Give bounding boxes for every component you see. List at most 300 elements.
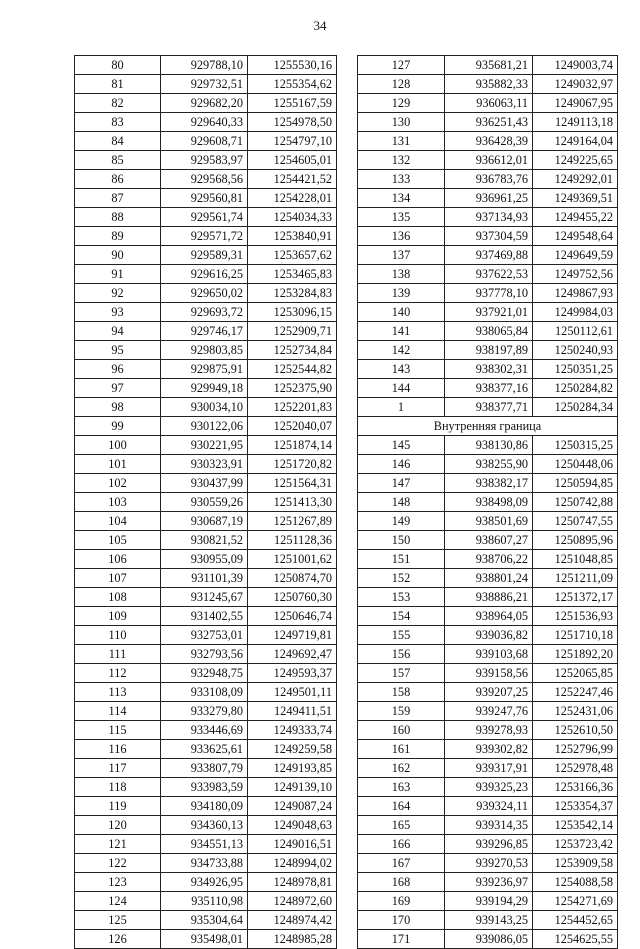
coordinate-y-cell: 1254625,55 — [533, 930, 618, 949]
coordinate-x-cell: 929949,18 — [161, 379, 248, 398]
coordinate-y-cell: 1252734,84 — [248, 341, 337, 360]
coordinate-y-cell: 1249139,10 — [248, 778, 337, 797]
coordinate-y-cell: 1251536,93 — [533, 607, 618, 626]
point-number-cell: 131 — [358, 132, 445, 151]
coordinate-y-cell: 1254452,65 — [533, 911, 618, 930]
table-row — [75, 341, 337, 360]
coordinate-y-cell: 1251874,14 — [248, 436, 337, 455]
point-number-cell: 137 — [358, 246, 445, 265]
table-row — [75, 740, 337, 759]
table-row — [75, 588, 337, 607]
coordinate-y-cell: 1250594,85 — [533, 474, 618, 493]
point-number-cell: 132 — [358, 151, 445, 170]
coordinate-y-cell: 1250760,30 — [248, 588, 337, 607]
coordinate-x-cell: 939314,35 — [445, 816, 533, 835]
table-row — [358, 360, 618, 379]
point-number-cell: 142 — [358, 341, 445, 360]
coordinate-x-cell: 934926,95 — [161, 873, 248, 892]
coordinate-x-cell: 938382,17 — [445, 474, 533, 493]
table-row — [75, 759, 337, 778]
coordinate-x-cell: 930323,91 — [161, 455, 248, 474]
coordinate-y-cell: 1248974,42 — [248, 911, 337, 930]
table-row — [358, 816, 618, 835]
coordinate-y-cell: 1254421,52 — [248, 170, 337, 189]
coordinate-y-cell: 1251128,36 — [248, 531, 337, 550]
point-number-cell: 108 — [75, 588, 161, 607]
point-number-cell: 159 — [358, 702, 445, 721]
point-number-cell: 170 — [358, 911, 445, 930]
table-row — [358, 284, 618, 303]
coordinate-x-cell: 929560,81 — [161, 189, 248, 208]
table-row — [75, 721, 337, 740]
table-row — [75, 417, 337, 436]
coordinate-y-cell: 1253840,91 — [248, 227, 337, 246]
coordinate-x-cell: 929732,51 — [161, 75, 248, 94]
coordinate-y-cell: 1250895,96 — [533, 531, 618, 550]
table-row — [75, 455, 337, 474]
point-number-cell: 148 — [358, 493, 445, 512]
coordinate-x-cell: 935882,33 — [445, 75, 533, 94]
coordinate-y-cell: 1254228,01 — [248, 189, 337, 208]
coordinate-y-cell: 1252040,07 — [248, 417, 337, 436]
point-number-cell: 102 — [75, 474, 161, 493]
table-row — [358, 626, 618, 645]
coordinate-y-cell: 1251564,31 — [248, 474, 337, 493]
point-number-cell: 141 — [358, 322, 445, 341]
coordinate-x-cell: 936961,25 — [445, 189, 533, 208]
coordinate-y-cell: 1254605,01 — [248, 151, 337, 170]
table-row — [75, 360, 337, 379]
coordinate-x-cell: 934733,88 — [161, 854, 248, 873]
coordinate-y-cell: 1253096,15 — [248, 303, 337, 322]
table-row — [358, 151, 618, 170]
table-row — [75, 265, 337, 284]
coordinate-y-cell: 1255354,62 — [248, 75, 337, 94]
table-row — [358, 208, 618, 227]
coordinate-y-cell: 1250448,06 — [533, 455, 618, 474]
coordinate-x-cell: 929788,10 — [161, 56, 248, 75]
coordinate-y-cell: 1250747,55 — [533, 512, 618, 531]
point-number-cell: 114 — [75, 702, 161, 721]
table-row — [75, 550, 337, 569]
coordinate-y-cell: 1252796,99 — [533, 740, 618, 759]
point-number-cell: 94 — [75, 322, 161, 341]
coordinate-x-cell: 933279,80 — [161, 702, 248, 721]
table-row — [358, 797, 618, 816]
coordinate-x-cell: 935304,64 — [161, 911, 248, 930]
coordinate-y-cell: 1250112,61 — [533, 322, 618, 341]
coordinate-x-cell: 932948,75 — [161, 664, 248, 683]
point-number-cell: 101 — [75, 455, 161, 474]
point-number-cell: 130 — [358, 113, 445, 132]
coordinate-y-cell: 1251048,85 — [533, 550, 618, 569]
point-number-cell: 117 — [75, 759, 161, 778]
coordinate-y-cell: 1253723,42 — [533, 835, 618, 854]
coordinate-y-cell: 1250742,88 — [533, 493, 618, 512]
coordinate-y-cell: 1251001,62 — [248, 550, 337, 569]
table-row — [358, 588, 618, 607]
point-number-cell: 110 — [75, 626, 161, 645]
point-number-cell: 144 — [358, 379, 445, 398]
coordinate-x-cell: 938964,05 — [445, 607, 533, 626]
coordinate-x-cell: 929568,56 — [161, 170, 248, 189]
coordinate-x-cell: 930437,99 — [161, 474, 248, 493]
coordinate-x-cell: 938065,84 — [445, 322, 533, 341]
point-number-cell: 98 — [75, 398, 161, 417]
point-number-cell: 169 — [358, 892, 445, 911]
table-row — [358, 398, 618, 417]
coordinate-y-cell: 1252201,83 — [248, 398, 337, 417]
table-row — [75, 626, 337, 645]
coordinate-x-cell: 939317,91 — [445, 759, 533, 778]
coordinate-x-cell: 939158,56 — [445, 664, 533, 683]
point-number-cell: 160 — [358, 721, 445, 740]
point-number-cell: 91 — [75, 265, 161, 284]
coordinate-y-cell: 1249225,65 — [533, 151, 618, 170]
coordinate-x-cell: 931245,67 — [161, 588, 248, 607]
table-row — [75, 132, 337, 151]
coordinate-x-cell: 933446,69 — [161, 721, 248, 740]
coordinate-x-cell: 929650,02 — [161, 284, 248, 303]
point-number-cell: 80 — [75, 56, 161, 75]
point-number-cell: 150 — [358, 531, 445, 550]
coordinate-x-cell: 938607,27 — [445, 531, 533, 550]
point-number-cell: 124 — [75, 892, 161, 911]
table-row — [358, 512, 618, 531]
point-number-cell: 111 — [75, 645, 161, 664]
coordinate-y-cell: 1249193,85 — [248, 759, 337, 778]
point-number-cell: 118 — [75, 778, 161, 797]
table-row — [75, 284, 337, 303]
point-number-cell: 81 — [75, 75, 161, 94]
point-number-cell: 83 — [75, 113, 161, 132]
coordinate-x-cell: 929616,25 — [161, 265, 248, 284]
coordinate-y-cell: 1250284,34 — [533, 398, 618, 417]
coordinate-y-cell: 1252544,82 — [248, 360, 337, 379]
point-number-cell: 168 — [358, 873, 445, 892]
coordinate-y-cell: 1249649,59 — [533, 246, 618, 265]
point-number-cell: 103 — [75, 493, 161, 512]
coordinate-x-cell: 939325,23 — [445, 778, 533, 797]
table-row — [358, 322, 618, 341]
coordinate-y-cell: 1252978,48 — [533, 759, 618, 778]
point-number-cell: 153 — [358, 588, 445, 607]
point-number-cell: 154 — [358, 607, 445, 626]
coordinate-y-cell: 1249455,22 — [533, 208, 618, 227]
table-row — [358, 645, 618, 664]
coordinate-x-cell: 931402,55 — [161, 607, 248, 626]
coordinate-x-cell: 939324,11 — [445, 797, 533, 816]
coordinate-x-cell: 929746,17 — [161, 322, 248, 341]
table-row — [358, 531, 618, 550]
coordinate-y-cell: 1251372,17 — [533, 588, 618, 607]
coordinate-x-cell: 939247,76 — [445, 702, 533, 721]
table-row — [75, 778, 337, 797]
table-row — [75, 436, 337, 455]
coordinate-y-cell: 1248978,81 — [248, 873, 337, 892]
coordinate-x-cell: 929803,85 — [161, 341, 248, 360]
point-number-cell: 156 — [358, 645, 445, 664]
coordinate-y-cell: 1249087,24 — [248, 797, 337, 816]
coordinate-x-cell: 938801,24 — [445, 569, 533, 588]
point-number-cell: 133 — [358, 170, 445, 189]
coordinate-y-cell: 1249113,18 — [533, 113, 618, 132]
table-row — [75, 930, 337, 949]
coordinate-y-cell: 1254978,50 — [248, 113, 337, 132]
coordinate-x-cell: 929682,20 — [161, 94, 248, 113]
table-row — [358, 873, 618, 892]
coordinate-x-cell: 934360,13 — [161, 816, 248, 835]
coordinate-y-cell: 1253657,62 — [248, 246, 337, 265]
point-number-cell: 123 — [75, 873, 161, 892]
coordinate-y-cell: 1249719,81 — [248, 626, 337, 645]
table-row — [358, 493, 618, 512]
coordinate-y-cell: 1255167,59 — [248, 94, 337, 113]
coordinate-x-cell: 932793,56 — [161, 645, 248, 664]
coordinate-x-cell: 933108,09 — [161, 683, 248, 702]
table-row — [358, 569, 618, 588]
coordinate-x-cell: 938886,21 — [445, 588, 533, 607]
coordinate-y-cell: 1249016,51 — [248, 835, 337, 854]
section-label: Внутренняя граница — [358, 417, 618, 436]
page-number: 34 — [313, 18, 327, 33]
point-number-cell: 89 — [75, 227, 161, 246]
coordinate-x-cell: 935110,98 — [161, 892, 248, 911]
coordinate-y-cell: 1249548,64 — [533, 227, 618, 246]
coordinate-x-cell: 938302,31 — [445, 360, 533, 379]
coordinate-x-cell: 939207,25 — [445, 683, 533, 702]
table-row — [358, 740, 618, 759]
point-number-cell: 143 — [358, 360, 445, 379]
coordinates-table-left — [74, 55, 337, 949]
coordinate-y-cell: 1250351,25 — [533, 360, 618, 379]
table-row — [358, 702, 618, 721]
coordinate-y-cell: 1254034,33 — [248, 208, 337, 227]
point-number-cell: 157 — [358, 664, 445, 683]
table-row — [358, 778, 618, 797]
coordinate-y-cell: 1248972,60 — [248, 892, 337, 911]
coordinate-y-cell: 1249752,56 — [533, 265, 618, 284]
coordinate-y-cell: 1249067,95 — [533, 94, 618, 113]
table-row — [75, 75, 337, 94]
coordinate-x-cell: 932753,01 — [161, 626, 248, 645]
point-number-cell: 99 — [75, 417, 161, 436]
point-number-cell: 100 — [75, 436, 161, 455]
coordinate-x-cell: 939296,85 — [445, 835, 533, 854]
table-row — [358, 930, 618, 949]
table-row — [75, 170, 337, 189]
table-row — [75, 398, 337, 417]
coordinate-x-cell: 929608,71 — [161, 132, 248, 151]
coordinate-x-cell: 937778,10 — [445, 284, 533, 303]
point-number-cell: 119 — [75, 797, 161, 816]
point-number-cell: 84 — [75, 132, 161, 151]
table-row — [75, 189, 337, 208]
table-row — [75, 664, 337, 683]
table-row — [358, 189, 618, 208]
coordinate-y-cell: 1253166,36 — [533, 778, 618, 797]
coordinate-x-cell: 935498,01 — [161, 930, 248, 949]
coordinate-x-cell: 939236,97 — [445, 873, 533, 892]
coordinate-x-cell: 930687,19 — [161, 512, 248, 531]
table-row — [75, 113, 337, 132]
coordinate-x-cell: 937921,01 — [445, 303, 533, 322]
point-number-cell: 88 — [75, 208, 161, 227]
point-number-cell: 139 — [358, 284, 445, 303]
table-row — [358, 75, 618, 94]
coordinate-x-cell: 936063,11 — [445, 94, 533, 113]
table-row — [75, 208, 337, 227]
point-number-cell: 161 — [358, 740, 445, 759]
point-number-cell: 126 — [75, 930, 161, 949]
point-number-cell: 152 — [358, 569, 445, 588]
coordinate-x-cell: 938377,71 — [445, 398, 533, 417]
table-row — [358, 113, 618, 132]
coordinate-x-cell: 930955,09 — [161, 550, 248, 569]
table-row — [75, 645, 337, 664]
coordinate-y-cell: 1250240,93 — [533, 341, 618, 360]
coordinate-y-cell: 1249292,01 — [533, 170, 618, 189]
point-number-cell: 165 — [358, 816, 445, 835]
table-row — [358, 56, 618, 75]
coordinate-x-cell: 939086,05 — [445, 930, 533, 949]
point-number-cell: 90 — [75, 246, 161, 265]
coordinate-y-cell: 1252065,85 — [533, 664, 618, 683]
point-number-cell: 113 — [75, 683, 161, 702]
coordinate-x-cell: 933983,59 — [161, 778, 248, 797]
coordinate-x-cell: 939278,93 — [445, 721, 533, 740]
coordinate-y-cell: 1253909,58 — [533, 854, 618, 873]
coordinate-x-cell: 936428,39 — [445, 132, 533, 151]
coordinate-x-cell: 938197,89 — [445, 341, 533, 360]
point-number-cell: 155 — [358, 626, 445, 645]
coordinate-y-cell: 1251413,30 — [248, 493, 337, 512]
table-row — [75, 607, 337, 626]
table-row — [358, 94, 618, 113]
table-row — [75, 531, 337, 550]
point-number-cell: 147 — [358, 474, 445, 493]
coordinate-x-cell: 939302,82 — [445, 740, 533, 759]
table-row — [75, 303, 337, 322]
coordinate-x-cell: 938498,09 — [445, 493, 533, 512]
point-number-cell: 135 — [358, 208, 445, 227]
coordinate-x-cell: 929640,33 — [161, 113, 248, 132]
coordinate-y-cell: 1251720,82 — [248, 455, 337, 474]
point-number-cell: 166 — [358, 835, 445, 854]
point-number-cell: 162 — [358, 759, 445, 778]
table-row — [358, 550, 618, 569]
coordinate-y-cell: 1249692,47 — [248, 645, 337, 664]
point-number-cell: 164 — [358, 797, 445, 816]
point-number-cell: 92 — [75, 284, 161, 303]
table-row — [358, 246, 618, 265]
coordinate-y-cell: 1250284,82 — [533, 379, 618, 398]
point-number-cell: 107 — [75, 569, 161, 588]
point-number-cell: 138 — [358, 265, 445, 284]
point-number-cell: 146 — [358, 455, 445, 474]
coordinate-x-cell: 936612,01 — [445, 151, 533, 170]
table-row — [358, 759, 618, 778]
coordinate-x-cell: 936251,43 — [445, 113, 533, 132]
coordinate-x-cell: 929875,91 — [161, 360, 248, 379]
point-number-cell: 125 — [75, 911, 161, 930]
coordinate-y-cell: 1251710,18 — [533, 626, 618, 645]
table-row — [358, 892, 618, 911]
point-number-cell: 151 — [358, 550, 445, 569]
point-number-cell: 127 — [358, 56, 445, 75]
point-number-cell: 121 — [75, 835, 161, 854]
point-number-cell: 122 — [75, 854, 161, 873]
table-row — [75, 797, 337, 816]
point-number-cell: 115 — [75, 721, 161, 740]
coordinate-y-cell: 1252431,06 — [533, 702, 618, 721]
coordinate-y-cell: 1248994,02 — [248, 854, 337, 873]
coordinate-x-cell: 929693,72 — [161, 303, 248, 322]
coordinate-y-cell: 1252375,90 — [248, 379, 337, 398]
point-number-cell: 158 — [358, 683, 445, 702]
coordinate-x-cell: 933625,61 — [161, 740, 248, 759]
point-number-cell: 95 — [75, 341, 161, 360]
table-row — [358, 664, 618, 683]
table-row — [75, 873, 337, 892]
table-row — [75, 227, 337, 246]
table-row — [75, 56, 337, 75]
coordinate-x-cell: 939036,82 — [445, 626, 533, 645]
table-row — [75, 816, 337, 835]
table-row — [358, 436, 618, 455]
point-number-cell: 96 — [75, 360, 161, 379]
coordinate-y-cell: 1251211,09 — [533, 569, 618, 588]
coordinate-x-cell: 930559,26 — [161, 493, 248, 512]
coordinate-y-cell: 1249984,03 — [533, 303, 618, 322]
table-row — [75, 835, 337, 854]
table-row — [75, 911, 337, 930]
point-number-cell: 85 — [75, 151, 161, 170]
table-row — [75, 702, 337, 721]
coordinate-x-cell: 930122,06 — [161, 417, 248, 436]
coordinate-y-cell: 1249003,74 — [533, 56, 618, 75]
point-number-cell: 128 — [358, 75, 445, 94]
table-row — [358, 341, 618, 360]
point-number-cell: 134 — [358, 189, 445, 208]
point-number-cell: 136 — [358, 227, 445, 246]
table-row — [75, 151, 337, 170]
coordinate-y-cell: 1251267,89 — [248, 512, 337, 531]
coordinate-x-cell: 934180,09 — [161, 797, 248, 816]
coordinate-y-cell: 1253284,83 — [248, 284, 337, 303]
coordinate-y-cell: 1250646,74 — [248, 607, 337, 626]
point-number-cell: 120 — [75, 816, 161, 835]
table-row — [75, 569, 337, 588]
coordinate-x-cell: 930034,10 — [161, 398, 248, 417]
table-row — [358, 721, 618, 740]
coordinate-y-cell: 1249259,58 — [248, 740, 337, 759]
point-number-cell: 171 — [358, 930, 445, 949]
coordinate-x-cell: 938130,86 — [445, 436, 533, 455]
section-header-row — [358, 417, 618, 436]
point-number-cell: 93 — [75, 303, 161, 322]
table-row — [358, 227, 618, 246]
coordinate-x-cell: 937622,53 — [445, 265, 533, 284]
point-number-cell: 145 — [358, 436, 445, 455]
coordinate-y-cell: 1249048,63 — [248, 816, 337, 835]
table-row — [358, 265, 618, 284]
coordinate-x-cell: 936783,76 — [445, 170, 533, 189]
coordinate-x-cell: 938501,69 — [445, 512, 533, 531]
table-row — [358, 455, 618, 474]
point-number-cell: 87 — [75, 189, 161, 208]
coordinate-x-cell: 937304,59 — [445, 227, 533, 246]
